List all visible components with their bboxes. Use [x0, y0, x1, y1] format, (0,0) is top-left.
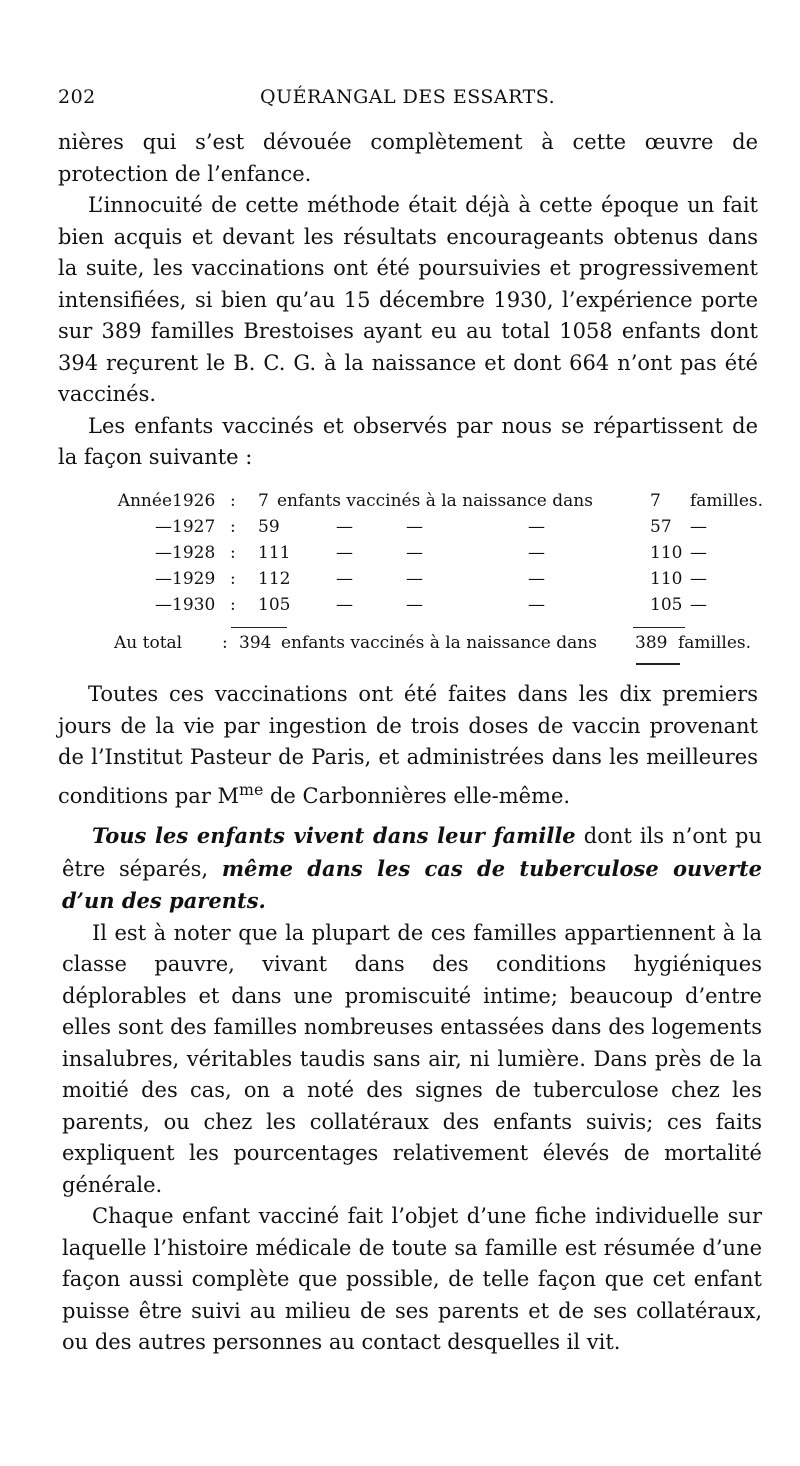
row-count: 111 — [258, 543, 291, 563]
total-colon: : — [222, 633, 228, 653]
row-colon: : — [230, 491, 236, 511]
row-year: 1928 — [172, 543, 216, 563]
row-count: 112 — [258, 569, 291, 589]
ditto-mark: — — [336, 517, 353, 537]
running-header — [58, 86, 748, 116]
row-families: 110 — [650, 569, 683, 589]
row-families: 7 — [650, 491, 661, 511]
row-colon: : — [230, 517, 236, 537]
row-label: — — [155, 543, 172, 563]
body-text-bottom — [62, 820, 762, 1359]
table-row — [100, 543, 760, 569]
row-year: 1927 — [172, 517, 216, 537]
paragraph-continuation: nières qui s’est dévouée complètement à cette œuvre de protection de l’enfance. — [58, 130, 758, 186]
ditto-mark: — — [336, 595, 353, 615]
row-colon: : — [230, 543, 236, 563]
vaccination-table — [100, 491, 764, 663]
table-row — [100, 569, 760, 595]
emphasis-famille: Tous les enfants vivent dans leur famille — [92, 823, 576, 848]
total-rule-families — [633, 627, 685, 628]
total-description: enfants vaccinés à la naissance dans — [281, 633, 597, 653]
total-rule-counts — [231, 627, 287, 628]
table-total-row — [100, 633, 760, 663]
ditto-mark: — — [528, 543, 545, 563]
paragraph-vaccinations — [58, 679, 758, 812]
row-families-label: — — [690, 517, 707, 537]
row-colon: : — [230, 569, 236, 589]
row-count: 59 — [258, 517, 280, 537]
ditto-mark: — — [406, 517, 423, 537]
row-families: 105 — [650, 595, 683, 615]
vaccinations-text: Toutes ces vaccinations ont été faites dans les dix premiers jours de la vie par ingestion de trois doses de vaccin provenant de l’Institut Pasteur de Paris, et administrées dans les meilleures conditions par M — [58, 682, 758, 808]
paragraph-repartition: Les enfants vaccinés et observés par nous se répartissent de la façon suivante : — [58, 413, 758, 469]
row-description: enfants vaccinés à la naissance dans — [277, 491, 593, 511]
total-underline — [636, 663, 680, 665]
row-count: 105 — [258, 595, 291, 615]
total-families-label: familles. — [678, 633, 752, 653]
row-year: 1929 — [172, 569, 216, 589]
title-superscript: me — [239, 779, 264, 799]
ditto-mark: — — [336, 569, 353, 589]
row-year: 1926 — [172, 491, 216, 511]
table-row — [100, 595, 760, 621]
total-count: 394 — [239, 633, 272, 653]
row-families-label: — — [690, 569, 707, 589]
ditto-mark: — — [406, 543, 423, 563]
row-families-label: — — [690, 595, 707, 615]
row-families-label: — — [690, 543, 707, 563]
row-families: 110 — [650, 543, 683, 563]
row-label: — — [155, 517, 172, 537]
row-families-label: familles. — [690, 491, 764, 511]
ditto-mark: — — [406, 569, 423, 589]
ditto-mark: — — [528, 595, 545, 615]
running-title: QUÉRANGAL DES ESSARTS. — [260, 86, 556, 108]
row-count: 7 — [258, 491, 269, 511]
total-families: 389 — [635, 633, 668, 653]
paragraph-innocuite: L’innocuité de cette méthode était déjà à cette époque un fait bien acquis et devant les résultats encourageants obtenus dans la suite, les vaccinations ont été poursuivies et progressivement intensifiées, si bien qu’au 15 décembre 1930, l’expérience porte sur 389 familles Brestoises ayant eu au total 1058 enfants dont 394 reçurent le B. C. G. à la naissance et dont 664 n’ont pas été vaccinés. — [58, 193, 758, 406]
table-row — [100, 517, 760, 543]
emphasis-parents: même dans les cas de tuberculose ouverte d’un des parents. — [62, 855, 762, 913]
paragraph-fiche: Chaque enfant vacciné fait l’objet d’une fiche individuelle sur laquelle l’histoire médicale de toute sa famille est résumée d’une façon aussi complète que possible, de telle façon que cet enfant puisse être suivi au milieu de ses parents et de ses collatéraux, ou des autres personnes au contact desquelles il vit. — [62, 1204, 762, 1354]
ditto-mark: — — [406, 595, 423, 615]
ditto-mark: — — [528, 517, 545, 537]
row-families: 57 — [650, 517, 672, 537]
row-label: — — [155, 595, 172, 615]
row-label: Année — [117, 491, 172, 511]
paragraph-pauvrete: Il est à noter que la plupart de ces familles appartiennent à la classe pauvre, vivant dans des conditions hygiéniques déplorables et dans une promiscuité intime; beaucoup d’entre elles sont des familles nombreuses entassées dans des logements insalubres, véritables taudis sans air, ni lumière. Dans près de la moitié des cas, on a noté des signes de tuberculose chez les parents, ou chez les collatéraux des enfants suivis; ces faits expliquent les pourcentages relativement élevés de mortalité générale. — [62, 920, 762, 1197]
body-text-middle — [58, 679, 758, 812]
page-number: 202 — [58, 86, 96, 108]
row-label: — — [155, 569, 172, 589]
total-label: Au total — [114, 633, 183, 653]
ditto-mark: — — [336, 543, 353, 563]
ditto-mark: — — [528, 569, 545, 589]
row-colon: : — [230, 595, 236, 615]
body-text-top — [58, 127, 758, 474]
table-row — [100, 491, 764, 517]
famille-text: dont ils n’ont pu être séparés, — [62, 824, 762, 881]
paragraph-famille — [62, 820, 762, 918]
row-year: 1930 — [172, 595, 216, 615]
vaccinations-text-end: de Carbonnières elle-même. — [263, 783, 571, 808]
